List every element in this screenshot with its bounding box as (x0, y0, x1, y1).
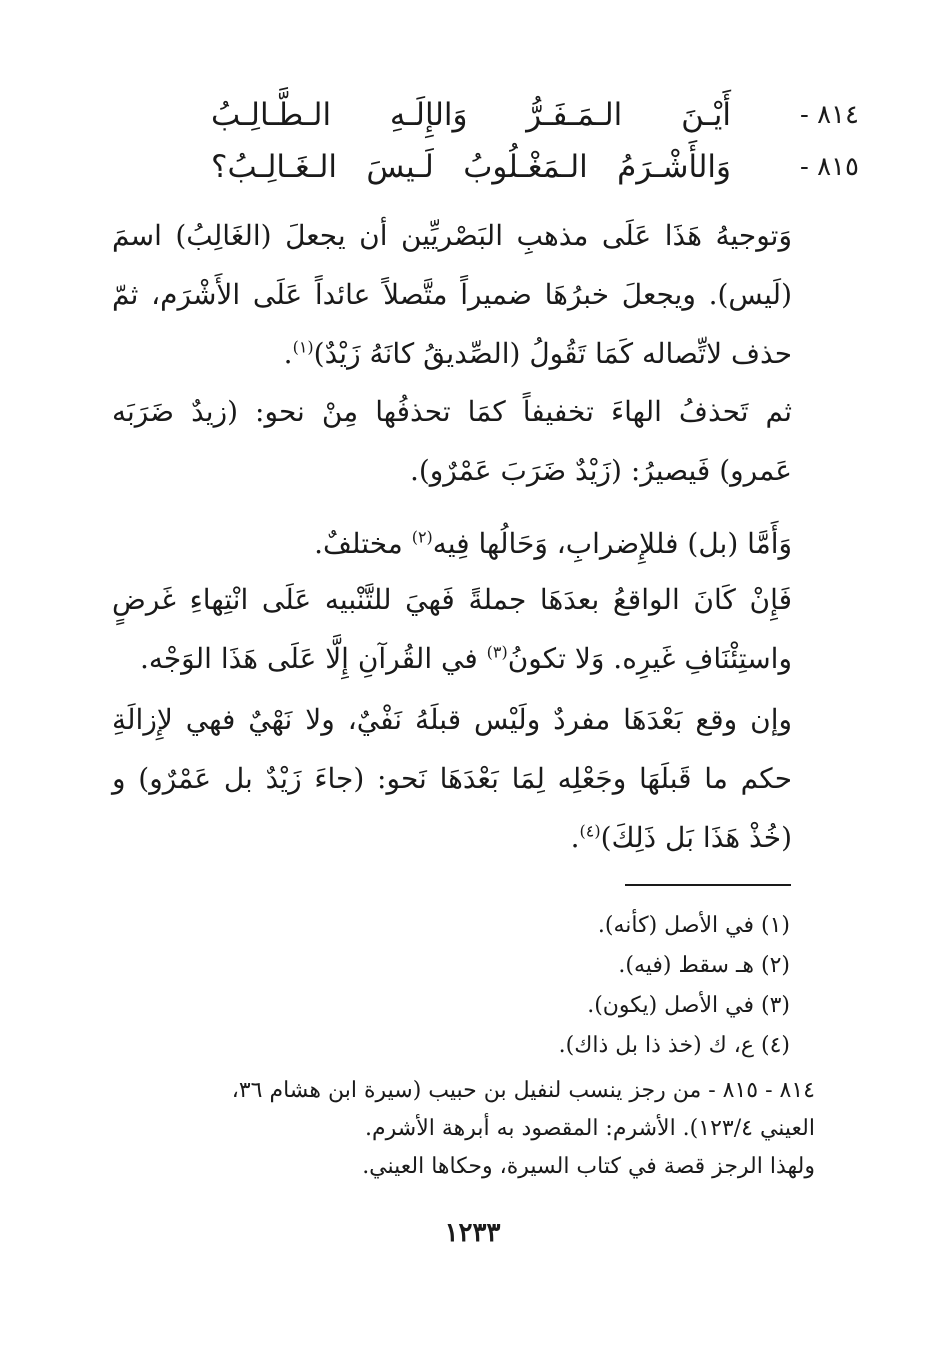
page-number: ١٢٣٣ (444, 1218, 501, 1248)
verse-814 (99, 90, 859, 140)
footnote-mark: (٣) (486, 642, 508, 662)
verse-number: ٨١٥ - (800, 152, 859, 182)
paragraph-bal-sentence: فَإِنْ كَانَ الواقعُ بعدَهَا جملةً فَهيَ للتَّنْبيه عَلَى انْتِهاءِ غَرضٍ واستِئْنَافِ غَيرِه. وَلا تكونُ$^{(٣)}$ في القُرآنِ إِلَّا عَلَى هَذَا الوَجْه. (112, 583, 792, 675)
footnote-mark: (١) (292, 337, 314, 357)
footnote-item: (٣) في الأصل (يكون). (587, 993, 790, 1018)
paragraph-basri-view: وَتوجيهُ هَذَا عَلَى مذهبِ البَصْريِّين أن يجعلَ (الغَالِبُ) اسمَ (لَيس). ويجعلَ خبرُهَا ضميراً متَّصلاً عائداً عَلَى الأَشْرَم، ثمّ حذف لاتِّصاله كَمَا تَقُولُ (الصِّديقُ كانَهُ زَيْدٌ)$^{(١)}$. (112, 219, 792, 370)
footnote-divider (625, 884, 791, 886)
source-note-line: العيني ١٢٣/٤). الأشرم: المقصود به أبرهة الأشرم. (365, 1116, 815, 1141)
footnote-item: (١) في الأصل (كأنه). (597, 913, 790, 938)
source-note-line: ٨١٤ - ٨١٥ - من رجز ينسب لنفيل بن حبيب (سيرة ابن هشام ٣٦، (231, 1078, 815, 1103)
footnote-mark: (٤) (579, 821, 601, 841)
footnote-mark: (٢) (411, 527, 433, 547)
verse-text: أَيْـنَ الـمَـفَـرُّ وَالإِلَـهِ الـطَّـالِـبُ (211, 97, 731, 133)
footnote-item: (٢) هـ سقط (فيه). (618, 953, 790, 978)
paragraph-bal-single: وإن وقع بَعْدَهَا مفردٌ ولَيْس قبلَهُ نَفْيٌ، ولا نَهْيٌ فهي لإِزالَةِ حكم ما قَبلَهَا وجَعْلِه لِمَا بَعْدَهَا نَحو: (جاءَ زَيْدٌ بل عَمْرٌو) و (خُذْ هَذَا بَل ذَلِكَ)$^{(٤)}$. (112, 703, 792, 854)
verse-text: وَالأَشْـرَمُ الـمَغْـلُوبُ لَـيسَ الـغَـالِـبُ؟ (211, 149, 731, 185)
footnotes-list (130, 906, 790, 1066)
verse-source-note (125, 1072, 815, 1186)
footnote-item: (٤) ع، ك (خذ ذا بل ذاك). (558, 1033, 790, 1058)
verse-815 (99, 142, 859, 192)
verse-number: ٨١٤ - (800, 100, 859, 130)
paragraph-ha-deletion: ثم تَحذفُ الهاءَ تخفيفاً كمَا تحذفُها مِنْ نحو: (زيدٌ ضَرَبَه عَمرو) فَيصيرُ: (زَيْدٌ ضَرَبَ عَمْرٌو). (112, 395, 792, 487)
paragraph-bal-idrab: وَأَمَّا (بل) فللإِضرابِ، وَحَالُها فِيه$^{(٢)}$ مختلفٌ. (314, 527, 792, 560)
source-note-line: ولهذا الرجز قصة في كتاب السيرة، وحكاها العيني. (362, 1154, 815, 1179)
